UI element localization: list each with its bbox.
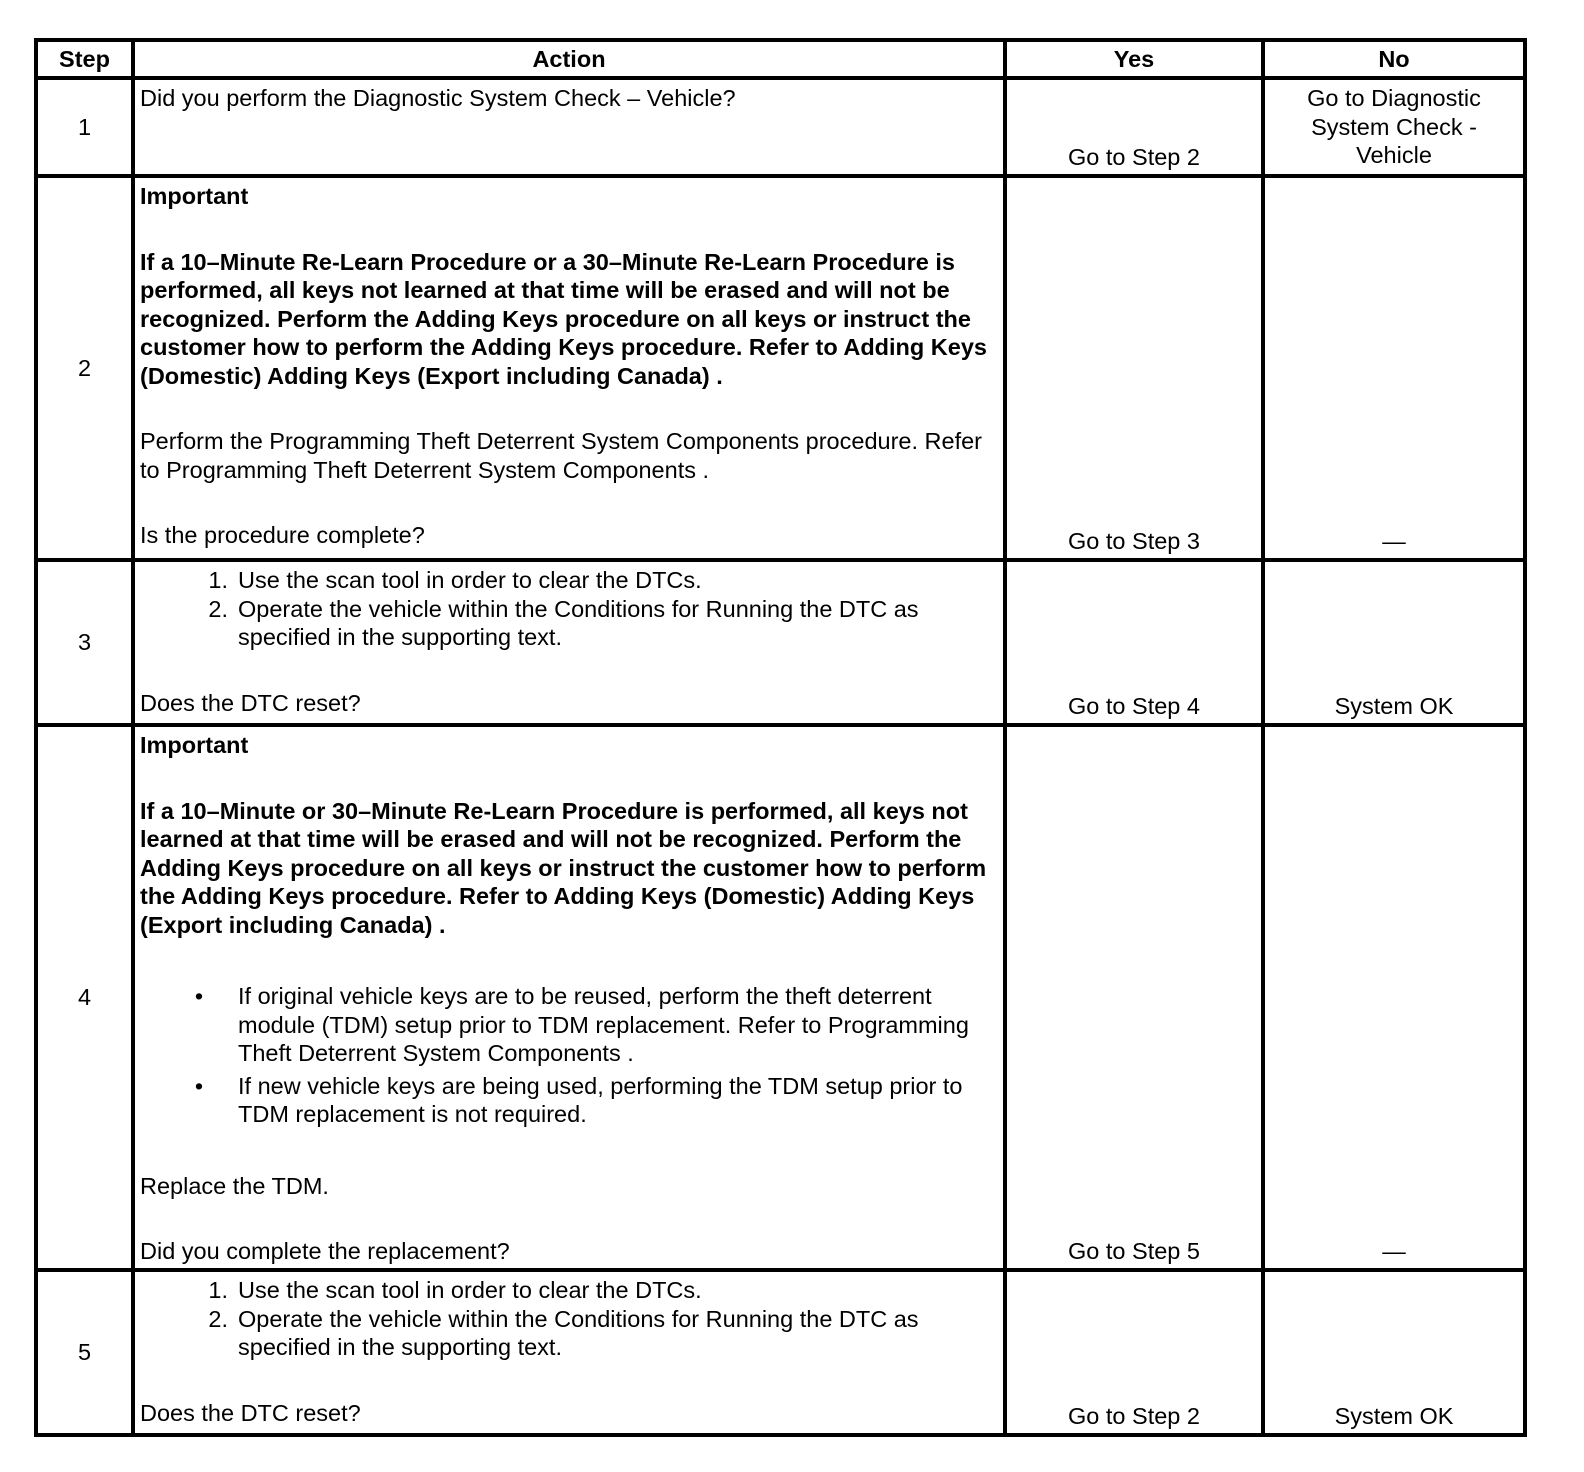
list-number: 1.	[208, 1277, 228, 1303]
action-cell	[133, 176, 1005, 560]
list-item	[140, 1276, 999, 1305]
no-text: Go to Diagnostic System Check - Vehicle	[1307, 85, 1481, 168]
list-number: 1.	[208, 567, 228, 593]
step-number: 5	[36, 1270, 133, 1435]
header-yes: Yes	[1005, 40, 1263, 78]
yes-cell: Go to Step 5	[1005, 725, 1263, 1270]
action-cell	[133, 78, 1005, 176]
table-row	[36, 725, 1525, 1270]
list-text: Use the scan tool in order to clear the DTCs.	[238, 1277, 702, 1303]
instruction-text: Replace the TDM.	[140, 1172, 329, 1199]
bullet-icon: •	[194, 983, 204, 1009]
bullet-text: If new vehicle keys are being used, performing the TDM setup prior to TDM replacement is not required.	[238, 1072, 963, 1127]
header-action: Action	[133, 40, 1005, 78]
important-text: If a 10–Minute Re-Learn Procedure or a 30–Minute Re-Learn Procedure is performed, all keys not learned at that time will be erased and will not be recognized. Perform the Adding Keys procedure on all keys or instruct the customer how to perform the Adding Keys procedure. Refer to Adding Keys (Domestic) Adding Keys (Export including Canada) .	[140, 248, 987, 389]
no-cell: —	[1263, 176, 1525, 560]
step-number: 3	[36, 560, 133, 725]
bullet-item	[140, 1072, 999, 1129]
question-text: Does the DTC reset?	[140, 689, 361, 716]
bullet-icon: •	[194, 1072, 204, 1099]
list-item	[140, 566, 999, 595]
question-text: Does the DTC reset?	[140, 1399, 361, 1426]
important-label: Important	[140, 732, 249, 758]
table-row	[36, 560, 1525, 725]
question-text: Is the procedure complete?	[140, 522, 425, 548]
list-number: 2.	[208, 595, 228, 622]
action-cell	[133, 560, 1005, 725]
step-number: 1	[36, 78, 133, 176]
yes-cell: Go to Step 3	[1005, 176, 1263, 560]
bullet-text: If original vehicle keys are to be reused, perform the theft deterrent module (TDM) setup prior to TDM replacement. Refer to Programming Theft Deterrent System Components .	[238, 983, 969, 1066]
header-row	[36, 40, 1525, 78]
step-number: 2	[36, 176, 133, 560]
no-cell: System OK	[1263, 1270, 1525, 1435]
list-text: Operate the vehicle within the Conditions for Running the DTC as specified in the supporting text.	[238, 1305, 919, 1360]
list-item	[140, 1305, 999, 1362]
header-no: No	[1263, 40, 1525, 78]
yes-cell: Go to Step 4	[1005, 560, 1263, 725]
question-text: Did you perform the Diagnostic System Check – Vehicle?	[140, 85, 736, 111]
no-cell: —	[1263, 725, 1525, 1270]
bullet-item	[140, 982, 999, 1068]
action-cell	[133, 725, 1005, 1270]
table-row	[36, 1270, 1525, 1435]
diagnostic-table	[34, 38, 1527, 1437]
table-row	[36, 78, 1525, 176]
action-cell	[133, 1270, 1005, 1435]
list-number: 2.	[208, 1305, 228, 1332]
question-text: Did you complete the replacement?	[140, 1238, 510, 1264]
list-text: Operate the vehicle within the Conditions for Running the DTC as specified in the supporting text.	[238, 595, 919, 650]
yes-cell: Go to Step 2	[1005, 1270, 1263, 1435]
important-text: If a 10–Minute or 30–Minute Re-Learn Procedure is performed, all keys not learned at that time will be erased and will not be recognized. Perform the Adding Keys procedure on all keys or instruct the customer how to perform the Adding Keys procedure. Refer to Adding Keys (Domestic) Adding Keys (Export including Canada) .	[140, 797, 987, 938]
important-label: Important	[140, 183, 249, 209]
no-cell	[1263, 78, 1525, 176]
yes-cell: Go to Step 2	[1005, 78, 1263, 176]
instruction-text: Perform the Programming Theft Deterrent System Components procedure. Refer to Programming Theft Deterrent System Components .	[140, 428, 983, 483]
list-item	[140, 595, 999, 652]
header-step: Step	[36, 40, 133, 78]
no-cell: System OK	[1263, 560, 1525, 725]
list-text: Use the scan tool in order to clear the DTCs.	[238, 567, 702, 593]
table-row	[36, 176, 1525, 560]
step-number: 4	[36, 725, 133, 1270]
